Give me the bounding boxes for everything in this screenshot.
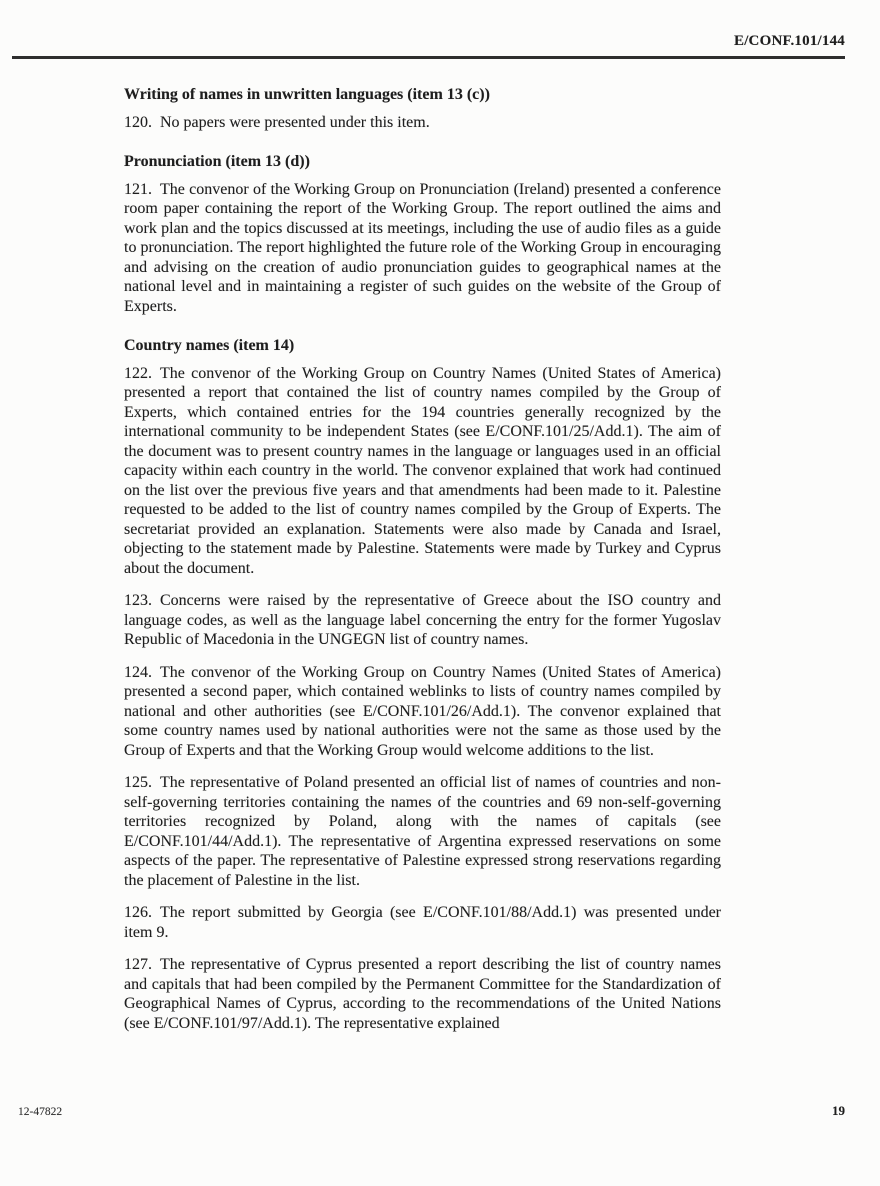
paragraph-text: The report submitted by Georgia (see E/CONF.101/88/Add.1) was presented under item 9. xyxy=(124,904,721,941)
paragraph-126 xyxy=(124,903,721,942)
document-symbol: E/CONF.101/144 xyxy=(733,33,845,49)
paragraph-number: 124. xyxy=(124,663,152,681)
section-heading-unwritten-languages: Writing of names in unwritten languages (item 13 (c)) xyxy=(124,86,490,103)
paragraph-number: 126. xyxy=(124,904,152,921)
paragraph-number: 127. xyxy=(124,956,152,973)
job-number: 12-47822 xyxy=(18,1106,63,1118)
paragraph-text: No papers were presented under this item. xyxy=(160,113,430,131)
paragraph-121 xyxy=(124,180,721,317)
paragraph-number: 122. xyxy=(124,364,152,382)
section-heading-pronunciation: Pronunciation (item 13 (d)) xyxy=(124,153,310,170)
paragraph-124 xyxy=(124,663,721,761)
page-number: 19 xyxy=(832,1103,845,1118)
paragraph-number: 125. xyxy=(124,774,152,791)
paragraph-number: 120. xyxy=(124,113,152,131)
paragraph-125 xyxy=(124,773,721,890)
paragraph-120 xyxy=(124,113,721,133)
paragraph-text: The representative of Cyprus presented a report describing the list of country names and capitals that had been compiled by the Permanent Committee for the Standardization of Geographical Names of Cyprus, according to the recommendations of the United Nations (see E/CONF.101/97/Add.1). The representative explained xyxy=(124,956,721,1032)
paragraph-123 xyxy=(124,591,721,650)
paragraph-text: The convenor of the Working Group on Country Names (United States of America) presented a report that contained the list of country names compiled by the Group of Experts, which contained entries for the 194 countries generally recognized by the international community to be independent States (see E/CONF.101/25/Add.1). The aim of the document was to present country names in the language or languages used in an official capacity within each country in the world. The convenor explained that work had continued on the list over the previous five years and that amendments had been made to it. Palestine requested to be added to the list of country names compiled by the Group of Experts. The secretariat provided an explanation. Statements were also made by Canada and Israel, objecting to the statement made by Palestine. Statements were made by Turkey and Cyprus about the document. xyxy=(124,364,721,577)
paragraph-127 xyxy=(124,955,721,1033)
paragraph-text: The convenor of the Working Group on Pronunciation (Ireland) presented a conference room paper containing the report of the Working Group. The report outlined the aims and work plan and the topics discussed at its meetings, including the use of audio files as a guide to pronunciation. The report highlighted the future role of the Working Group in encouraging and advising on the creation of audio pronunciation guides to geographical names at the national level and in maintaining a register of such guides on the website of the Group of Experts. xyxy=(124,180,721,315)
header-rule xyxy=(12,56,845,59)
paragraph-text: The representative of Poland presented an official list of names of countries and non-self-governing territories containing the names of the countries and 69 non-self-governing territories recognized by Poland, along with the names of capitals (see E/CONF.101/44/Add.1). The representative of Argentina expressed reservations on some aspects of the paper. The representative of Palestine expressed strong reservations regarding the placement of Palestine in the list. xyxy=(124,774,721,889)
paragraph-text: The convenor of the Working Group on Country Names (United States of America) presented a second paper, which contained weblinks to lists of country names compiled by national and other authorities (see E/CONF.101/26/Add.1). The convenor explained that some country names used by national authorities were not the same as those used by the Group of Experts and that the Working Group would welcome additions to the list. xyxy=(124,663,721,759)
paragraph-number: 121. xyxy=(124,180,152,198)
document-body xyxy=(124,80,721,1046)
paragraph-text: Concerns were raised by the representative of Greece about the ISO country and language codes, as well as the language label concerning the entry for the former Yugoslav Republic of Macedonia in the UNGEGN list of country names. xyxy=(124,592,721,648)
paragraph-122 xyxy=(124,364,721,579)
section-heading-country-names: Country names (item 14) xyxy=(124,337,295,354)
paragraph-number: 123. xyxy=(124,592,152,609)
